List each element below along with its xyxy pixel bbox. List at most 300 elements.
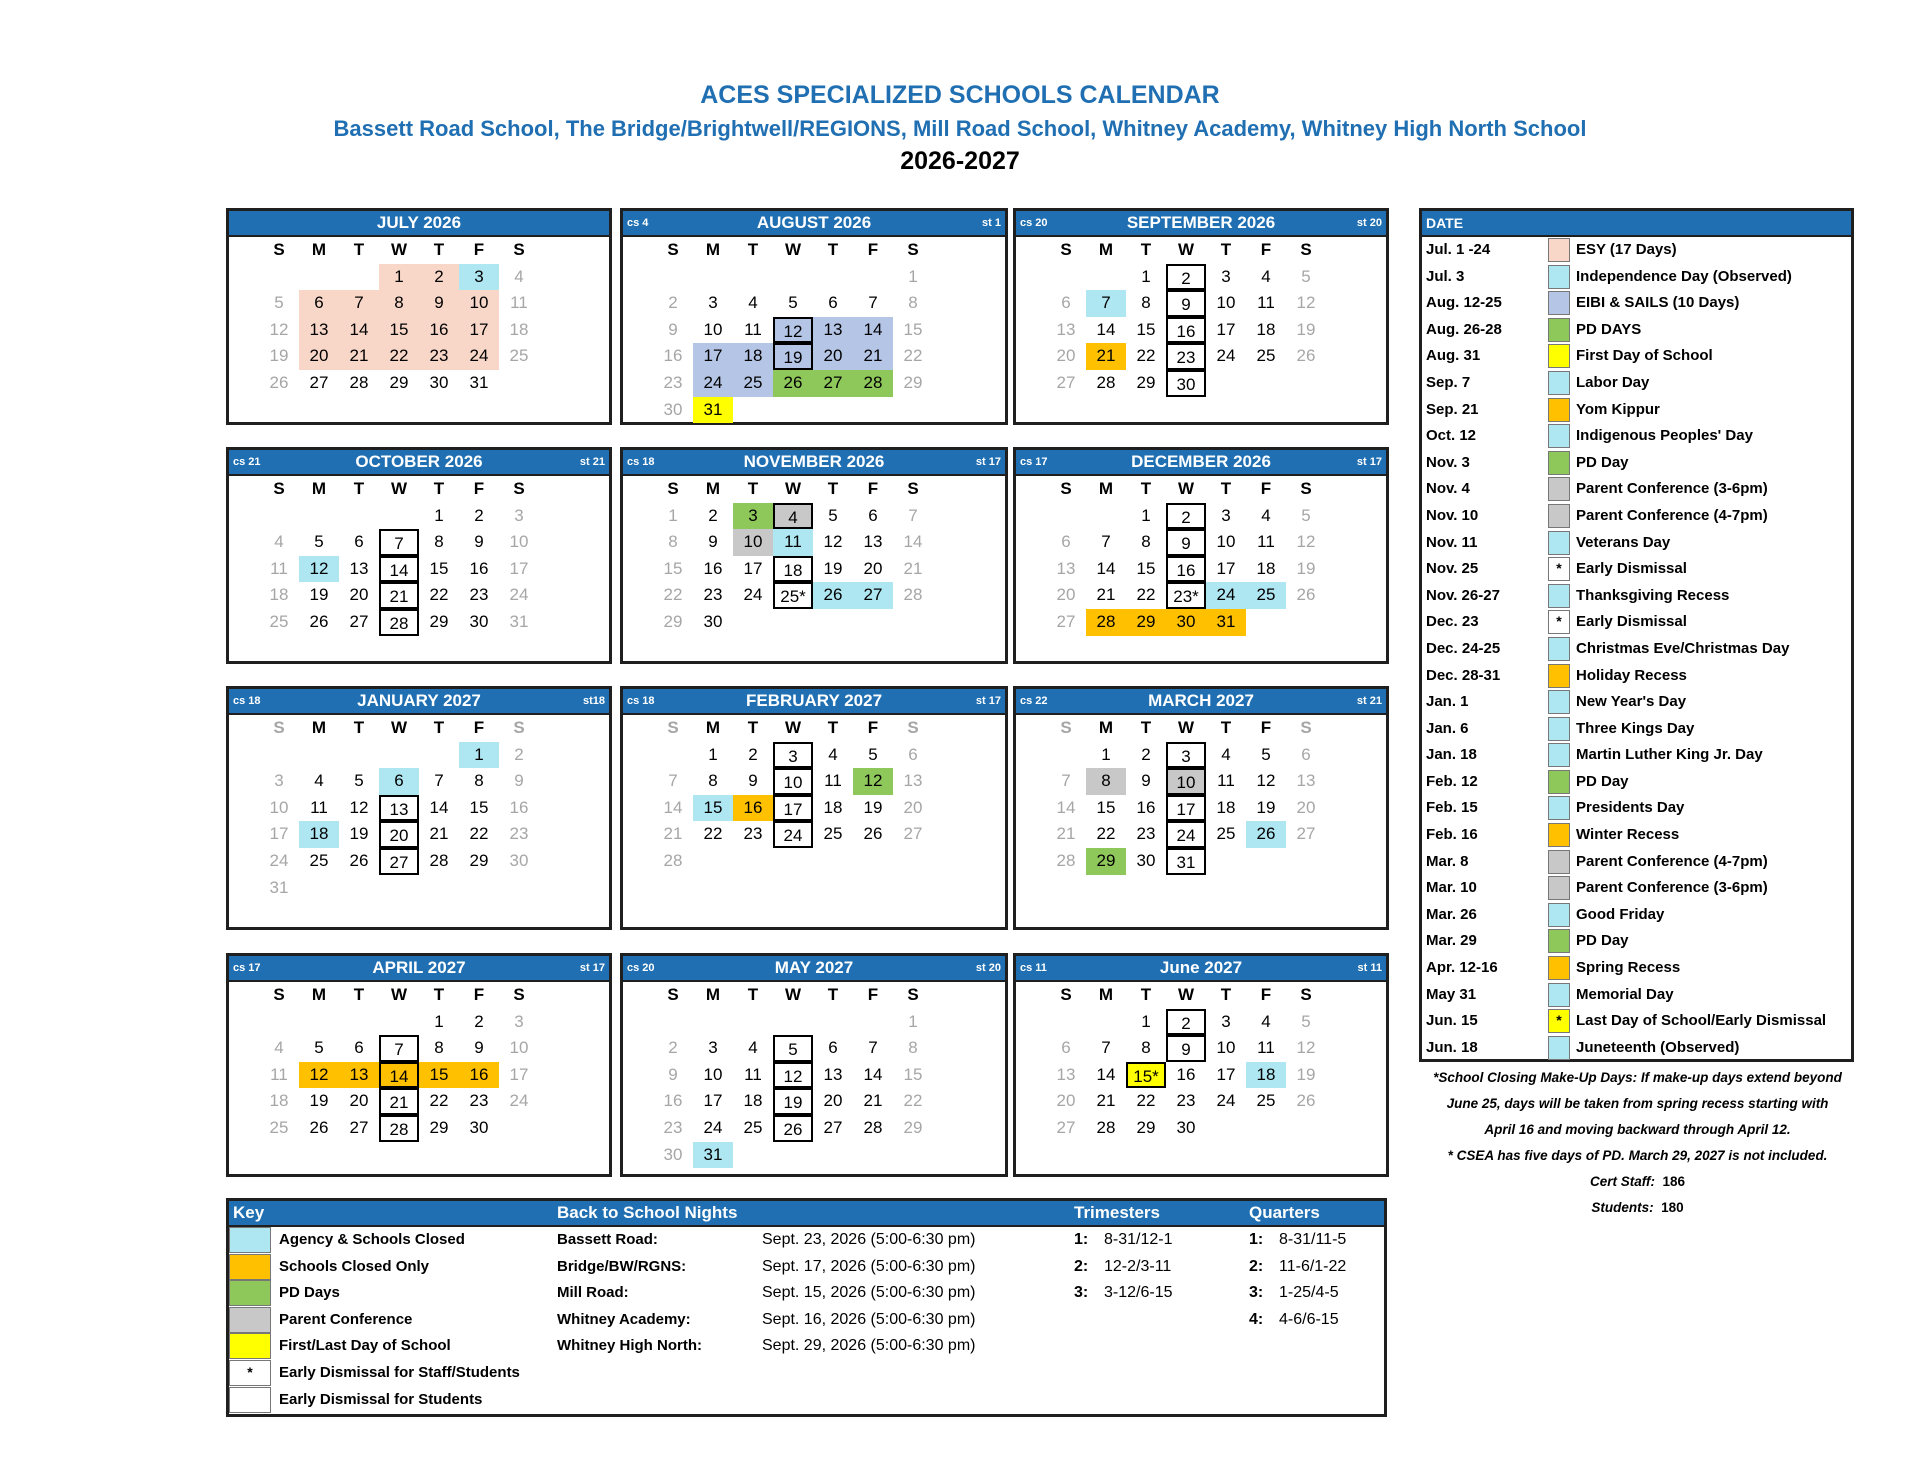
day-cell: 3: [274, 771, 284, 791]
day-cell: 31: [1166, 848, 1206, 875]
empty-cell: [1086, 264, 1126, 291]
day-cell: 9: [474, 1038, 484, 1058]
legend-row: [1422, 343, 1851, 370]
month-name: SEPTEMBER 2026: [1126, 213, 1276, 232]
day-cell: 28: [663, 850, 683, 870]
day-cell: 13: [1056, 558, 1076, 578]
quarter-number: 3:: [1249, 1284, 1264, 1302]
day-cell: 17: [509, 558, 529, 578]
day-cell: 15: [693, 795, 733, 822]
st-count: st 17: [975, 695, 1001, 707]
day-cell: 23: [743, 824, 763, 844]
st-count: st 17: [579, 962, 605, 974]
day-cell: 12: [1256, 771, 1276, 791]
weekday-header: F: [473, 985, 485, 1004]
legend-row: [1422, 556, 1851, 583]
day-cell: 1: [459, 742, 499, 769]
day-cell: 13: [339, 1062, 379, 1089]
day-cell: 17: [693, 343, 733, 370]
month-july-2026: [226, 208, 612, 425]
trimester-number: 2:: [1074, 1257, 1089, 1275]
legend-date: Jan. 6: [1426, 719, 1469, 737]
day-cell: 8: [1086, 768, 1126, 795]
day-cell: 16: [459, 1062, 499, 1089]
legend-date: Mar. 26: [1426, 905, 1477, 923]
day-cell: 27: [1056, 372, 1076, 392]
day-cell: 1: [434, 505, 444, 525]
date-legend: [1419, 208, 1854, 1062]
day-cell: 31: [1206, 609, 1246, 636]
day-cell: 1: [908, 266, 918, 286]
empty-cell: [1086, 503, 1126, 530]
bts-header: Back to School Nights: [557, 1203, 738, 1222]
day-cell: 25: [269, 1117, 289, 1137]
day-cell: 4: [514, 266, 524, 286]
day-cell: 28: [1056, 850, 1076, 870]
day-cell: 24: [269, 850, 289, 870]
day-cell: 8: [379, 290, 419, 317]
empty-cell: [339, 742, 379, 769]
key-item: [229, 1254, 429, 1281]
legend-swatch: [1548, 983, 1570, 1007]
day-cell: 26: [349, 850, 369, 870]
st-count: st18: [582, 695, 605, 707]
weekday-header: S: [667, 479, 679, 498]
empty-cell: [773, 1009, 813, 1036]
day-cell: 16: [419, 317, 459, 344]
legend-swatch: [1548, 664, 1570, 688]
legend-row: [1422, 769, 1851, 796]
day-cell: 27: [813, 370, 853, 397]
day-cell: 8: [1141, 532, 1151, 552]
day-cell: 12: [773, 317, 813, 344]
cs-count: cs 4: [627, 217, 649, 229]
day-cell: 10: [509, 1038, 529, 1058]
day-cell: 30: [1176, 1117, 1196, 1137]
empty-cell: [653, 264, 693, 291]
day-cell: 23: [663, 372, 683, 392]
day-cell: 21: [429, 824, 449, 844]
cs-count: cs 20: [1020, 217, 1048, 229]
month-name: June 2027: [1159, 958, 1243, 977]
legend-swatch: [1548, 850, 1570, 874]
st-count: st 11: [1357, 962, 1382, 974]
day-cell: 13: [1296, 771, 1316, 791]
day-cell: 18: [509, 319, 529, 339]
key-box: [226, 1198, 1387, 1417]
weekday-header: S: [1060, 240, 1072, 259]
day-cell: 10: [1216, 1038, 1236, 1058]
day-cell: 23: [663, 1117, 683, 1137]
legend-row: [1422, 928, 1851, 955]
trimester-range: 12-2/3-11: [1104, 1257, 1172, 1275]
empty-cell: [1046, 742, 1086, 769]
cs-count: cs 20: [627, 962, 655, 974]
day-cell: 8: [908, 293, 918, 313]
day-cell: 21: [379, 1088, 419, 1115]
legend-row: [1422, 849, 1851, 876]
weekday-header: S: [513, 985, 525, 1004]
legend-label: PD Day: [1576, 932, 1629, 950]
day-cell: 8: [708, 771, 718, 791]
day-grid: [259, 237, 609, 397]
legend-swatch: [1548, 318, 1570, 342]
weekday-header: S: [1060, 479, 1072, 498]
key-swatch: [229, 1254, 271, 1280]
day-cell: 9: [474, 532, 484, 552]
weekday-header: T: [433, 479, 445, 498]
day-cell: 12: [299, 556, 339, 583]
day-cell: 14: [1096, 319, 1116, 339]
day-cell: 27: [1056, 1117, 1076, 1137]
students-count: Students: 180: [1591, 1200, 1684, 1215]
day-cell: 22: [1136, 585, 1156, 605]
st-count: st 1: [982, 217, 1001, 229]
weekday-header: M: [311, 718, 327, 737]
day-cell: 28: [349, 372, 369, 392]
weekday-header: T: [433, 718, 445, 737]
day-cell: 19: [309, 585, 329, 605]
day-cell: 17: [1216, 558, 1236, 578]
key-swatch: [229, 1387, 271, 1413]
legend-label: Last Day of School/Early Dismissal: [1576, 1012, 1827, 1030]
weekday-header: S: [273, 985, 285, 1004]
day-cell: 23: [469, 1091, 489, 1111]
day-cell: 30: [469, 611, 489, 631]
key-swatch: *: [229, 1360, 271, 1386]
day-cell: 21: [379, 582, 419, 609]
key-swatch: [229, 1280, 271, 1306]
empty-cell: [419, 742, 459, 769]
day-cell: 3: [514, 505, 524, 525]
legend-row: [1422, 689, 1851, 716]
day-cell: 8: [1141, 293, 1151, 313]
day-cell: 15: [429, 558, 449, 578]
bts-school: Mill Road:: [557, 1284, 629, 1302]
day-cell: 2: [514, 744, 524, 764]
day-cell: 5: [1301, 1011, 1311, 1031]
day-cell: 17: [509, 1064, 529, 1084]
day-cell: 30: [1166, 609, 1206, 636]
empty-cell: [299, 503, 339, 530]
makeup-note-line-1: *School Closing Make-Up Days: If make-up days extend beyond: [1433, 1070, 1842, 1085]
day-cell: 28: [1096, 1117, 1116, 1137]
empty-cell: [733, 1009, 773, 1036]
day-cell: 15*: [1126, 1062, 1166, 1089]
day-cell: 10: [1166, 768, 1206, 795]
quarter-range: 8-31/11-5: [1279, 1231, 1347, 1248]
day-cell: 25: [823, 824, 843, 844]
bts-school: Bridge/BW/RGNS:: [557, 1257, 687, 1275]
day-cell: 19: [349, 824, 369, 844]
day-cell: 15: [1136, 558, 1156, 578]
day-cell: 18: [1216, 797, 1236, 817]
legend-date: Nov. 10: [1426, 506, 1479, 524]
day-cell: 16: [1166, 556, 1206, 583]
legend-label: PD Day: [1576, 453, 1629, 471]
weekday-header: W: [784, 479, 802, 498]
month-august-2026: [620, 208, 1008, 425]
day-cell: 26: [1246, 821, 1286, 848]
day-cell: 11: [824, 771, 842, 791]
legend-row: [1422, 450, 1851, 477]
month-name: APRIL 2027: [372, 958, 466, 977]
day-cell: 8: [1141, 1038, 1151, 1058]
day-cell: 18: [733, 343, 773, 370]
day-cell: 29: [903, 1117, 923, 1137]
day-cell: 29: [1126, 609, 1166, 636]
day-cell: 16: [509, 797, 529, 817]
day-cell: 18: [299, 821, 339, 848]
legend-swatch: [1548, 743, 1570, 767]
empty-cell: [1086, 1009, 1126, 1036]
weekday-header: S: [1060, 718, 1072, 737]
calendar-title-block: [0, 78, 1920, 180]
legend-swatch: [1548, 956, 1570, 980]
day-cell: 28: [1086, 609, 1126, 636]
st-count: st 21: [579, 456, 605, 468]
weekday-header: S: [1300, 985, 1312, 1004]
day-cell: 4: [314, 771, 324, 791]
weekday-header: W: [1177, 985, 1195, 1004]
day-cell: 2: [474, 505, 484, 525]
day-cell: 19: [1296, 319, 1316, 339]
day-cell: 18: [269, 1091, 289, 1111]
day-cell: 30: [703, 611, 723, 631]
weekday-header: M: [311, 479, 327, 498]
legend-label: Early Dismissal: [1576, 560, 1687, 578]
day-cell: 8: [434, 1038, 444, 1058]
day-cell: 26: [309, 611, 329, 631]
day-cell: 10: [1216, 293, 1236, 313]
day-cell: 12: [269, 319, 289, 339]
empty-cell: [653, 1009, 693, 1036]
day-cell: 5: [1301, 505, 1311, 525]
day-cell: 12: [823, 532, 843, 552]
day-cell: 9: [1166, 290, 1206, 317]
day-cell: 27: [1296, 824, 1316, 844]
cert-staff-count: Cert Staff: 186: [1589, 1174, 1686, 1189]
weekday-header: T: [1140, 985, 1152, 1004]
day-cell: 16: [1136, 797, 1156, 817]
legend-swatch: [1548, 876, 1570, 900]
legend-label: PD Day: [1576, 772, 1629, 790]
key-item: [229, 1387, 482, 1414]
day-cell: 21: [1096, 585, 1116, 605]
weekday-header: F: [1260, 985, 1272, 1004]
cs-count: cs 17: [1020, 456, 1048, 468]
weekday-header: T: [353, 718, 365, 737]
key-item: [229, 1307, 412, 1334]
day-cell: 31: [269, 877, 289, 897]
empty-cell: [339, 264, 379, 291]
day-cell: 15: [379, 317, 419, 344]
legend-date: Dec. 23: [1426, 613, 1479, 631]
empty-cell: [853, 1009, 893, 1036]
legend-label: Martin Luther King Jr. Day: [1576, 746, 1763, 764]
legend-label: Juneteenth (Observed): [1576, 1038, 1740, 1056]
weekday-header: W: [390, 240, 408, 259]
quarter-range: 4-6/6-15: [1279, 1310, 1339, 1328]
calendar-title: ACES SPECIALIZED SCHOOLS CALENDAR: [700, 81, 1220, 109]
weekday-header: F: [867, 985, 879, 1004]
day-cell: 30: [663, 1144, 683, 1164]
day-cell: 7: [379, 1035, 419, 1062]
day-cell: 17: [269, 824, 289, 844]
legend-swatch: *: [1548, 610, 1570, 634]
legend-swatch: [1548, 504, 1570, 528]
day-cell: 7: [1101, 532, 1111, 552]
day-cell: 26: [1296, 585, 1316, 605]
day-cell: 20: [379, 821, 419, 848]
weekday-header: S: [513, 479, 525, 498]
day-cell: 31: [693, 1142, 733, 1169]
weekday-header: M: [311, 985, 327, 1004]
key-swatch: [229, 1333, 271, 1359]
day-cell: 12: [853, 768, 893, 795]
day-cell: 19: [1296, 558, 1316, 578]
empty-cell: [299, 264, 339, 291]
day-cell: 30: [1136, 850, 1156, 870]
weekday-header: T: [747, 985, 759, 1004]
day-cell: 5: [868, 744, 878, 764]
legend-row: [1422, 237, 1851, 264]
day-cell: 6: [828, 293, 838, 313]
day-cell: 4: [1261, 505, 1271, 525]
day-cell: 31: [469, 372, 489, 392]
day-cell: 15: [903, 319, 923, 339]
empty-cell: [379, 1009, 419, 1036]
legend-row: [1422, 317, 1851, 344]
key-label: PD Days: [279, 1284, 340, 1302]
legend-date: Nov. 3: [1426, 453, 1470, 471]
day-cell: 10: [1216, 532, 1236, 552]
key-label: Early Dismissal for Students: [279, 1390, 483, 1408]
day-grid: [653, 982, 1005, 1168]
day-cell: 21: [1056, 824, 1076, 844]
legend-row: [1422, 530, 1851, 557]
day-cell: 4: [748, 293, 758, 313]
empty-cell: [693, 1009, 733, 1036]
day-cell: 6: [908, 744, 918, 764]
legend-swatch: [1548, 265, 1570, 289]
legend-rows: [1422, 237, 1851, 1061]
weekday-header: S: [667, 985, 679, 1004]
day-cell: 17: [773, 795, 813, 822]
day-cell: 26: [863, 824, 883, 844]
legend-date: Jun. 15: [1426, 1012, 1478, 1030]
day-cell: 3: [459, 264, 499, 291]
legend-swatch: [1548, 424, 1570, 448]
day-cell: 4: [828, 744, 838, 764]
day-cell: 25: [509, 346, 529, 366]
legend-date: Nov. 26-27: [1426, 586, 1500, 604]
day-grid: [1046, 982, 1386, 1142]
day-cell: 11: [510, 293, 528, 313]
day-cell: 23*: [1166, 582, 1206, 609]
weekday-header: S: [1300, 718, 1312, 737]
legend-label: ESY (17 Days): [1576, 241, 1677, 258]
csea-note: * CSEA has five days of PD. March 29, 2027 is not included.: [1447, 1148, 1828, 1163]
day-cell: 24: [1216, 1091, 1236, 1111]
day-cell: 2: [668, 1038, 678, 1058]
day-cell: 26: [773, 370, 813, 397]
weekday-header: M: [311, 240, 327, 259]
weekday-header: S: [1060, 985, 1072, 1004]
day-grid: [259, 715, 609, 901]
cs-count: cs 18: [233, 695, 261, 707]
legend-date: May 31: [1426, 985, 1477, 1003]
weekday-header: T: [1140, 718, 1152, 737]
month-header: [229, 689, 609, 715]
empty-cell: [299, 742, 339, 769]
day-cell: 20: [823, 1091, 843, 1111]
day-cell: 15: [1136, 319, 1156, 339]
day-cell: 18: [743, 1091, 763, 1111]
legend-swatch: [1548, 717, 1570, 741]
weekday-header: S: [907, 240, 919, 259]
bts-school: Whitney Academy:: [557, 1310, 691, 1328]
day-cell: 14: [853, 317, 893, 344]
weekday-header: T: [827, 479, 839, 498]
weekday-header: S: [667, 240, 679, 259]
month-header: [229, 956, 609, 982]
day-cell: 19: [1296, 1064, 1316, 1084]
legend-swatch: [1548, 398, 1570, 422]
month-december-2026: [1013, 447, 1389, 664]
weekday-header: F: [867, 718, 879, 737]
day-cell: 3: [1166, 742, 1206, 769]
day-cell: 2: [474, 1011, 484, 1031]
legend-date: Jun. 18: [1426, 1038, 1478, 1056]
day-grid: [653, 715, 1005, 875]
day-cell: 22: [429, 585, 449, 605]
day-cell: 24: [1206, 582, 1246, 609]
day-cell: 18: [773, 556, 813, 583]
day-cell: 9: [668, 1064, 678, 1084]
weekday-header: S: [907, 479, 919, 498]
weekday-header: T: [433, 985, 445, 1004]
legend-row: [1422, 795, 1851, 822]
day-cell: 9: [668, 319, 678, 339]
weekday-header: F: [1260, 718, 1272, 737]
trimester-number: 1:: [1074, 1231, 1089, 1248]
day-cell: 13: [379, 795, 419, 822]
legend-date: Dec. 24-25: [1426, 639, 1501, 657]
weekday-header: F: [473, 718, 485, 737]
day-cell: 28: [853, 370, 893, 397]
day-cell: 19: [773, 1088, 813, 1115]
empty-cell: [1046, 503, 1086, 530]
legend-date: Jan. 1: [1426, 693, 1469, 711]
day-cell: 15: [469, 797, 489, 817]
day-cell: 6: [299, 290, 339, 317]
legend-label: Independence Day (Observed): [1576, 267, 1792, 285]
day-cell: 6: [1061, 532, 1071, 552]
day-cell: 18: [1256, 319, 1276, 339]
day-cell: 24: [1216, 346, 1236, 366]
legend-date: Dec. 28-31: [1426, 666, 1501, 684]
legend-row: [1422, 636, 1851, 663]
key-item: [229, 1280, 340, 1307]
legend-date: Mar. 10: [1426, 879, 1477, 897]
empty-cell: [653, 742, 693, 769]
day-cell: 28: [863, 1117, 883, 1137]
st-count: st 17: [1356, 456, 1382, 468]
day-cell: 8: [474, 771, 484, 791]
day-cell: 26: [269, 372, 289, 392]
legend-swatch: [1548, 929, 1570, 953]
